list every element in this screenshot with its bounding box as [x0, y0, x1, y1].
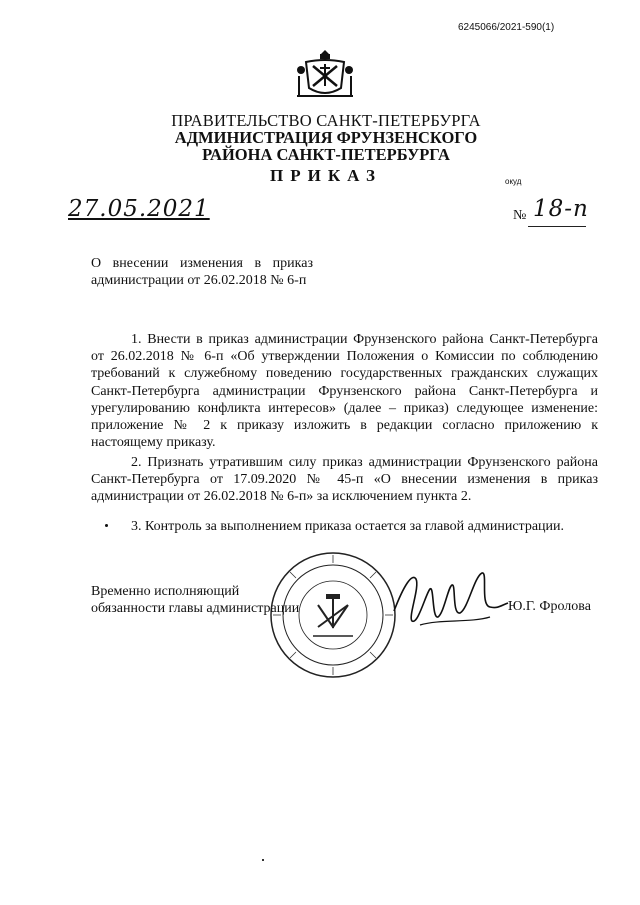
stray-dot [262, 859, 264, 861]
order-heading: ПРИКАЗ [270, 166, 382, 185]
district-title: РАЙОНА САНКТ-ПЕТЕРБУРГА [202, 145, 450, 164]
number-underline [528, 226, 586, 227]
handwritten-signature [390, 565, 510, 635]
subject-text: О внесении изменения в приказ администрации от 26.02.2018 № 6-п [91, 256, 313, 288]
coat-of-arms-emblem [296, 48, 354, 100]
signatory-title-line-2: обязанности главы администрации [91, 601, 300, 616]
signatory-name: Ю.Г. Фролова [508, 599, 591, 614]
document-number: 6245066/2021-590(1) [458, 22, 555, 33]
handwritten-number: 18-п [533, 196, 589, 222]
administration-title: АДМИНИСТРАЦИЯ ФРУНЗЕНСКОГО [174, 128, 478, 147]
paragraph-2: 2. Признать утратившим силу приказ администрации Фрунзенского района Санкт-Петербурга от 17.09.2020 № 45-п «О внесении изменения в приказ администрации от 26.02.2018 № 6-п» за исключением пункта 2. [91, 455, 598, 505]
government-title: ПРАВИТЕЛЬСТВО САНКТ-ПЕТЕРБУРГА [171, 111, 481, 130]
okud-label: окуд [505, 177, 522, 186]
signatory-title-line-1: Временно исполняющий [91, 584, 240, 599]
number-label: № [513, 208, 527, 223]
paragraph-1: 1. Внести в приказ администрации Фрунзенского района Санкт-Петербурга от 26.02.2018 № 6-п «Об утверждении Положения о Комиссии по соблюдению требований к служебному поведению государственных гражданских служащих Санкт-Петербурга администрации Фрунзенского района Санкт-Петербурга и урегулированию конфликта интересов» (далее – приказ) следующее изменение: приложение № 2 к приказу изложить в редакции согласно приложению к настоящему приказу. [91, 332, 598, 451]
handwritten-date: 27.05.2021 [68, 196, 210, 222]
paragraph-3: 3. Контроль за выполнением приказа остается за главой администрации. [131, 519, 565, 534]
